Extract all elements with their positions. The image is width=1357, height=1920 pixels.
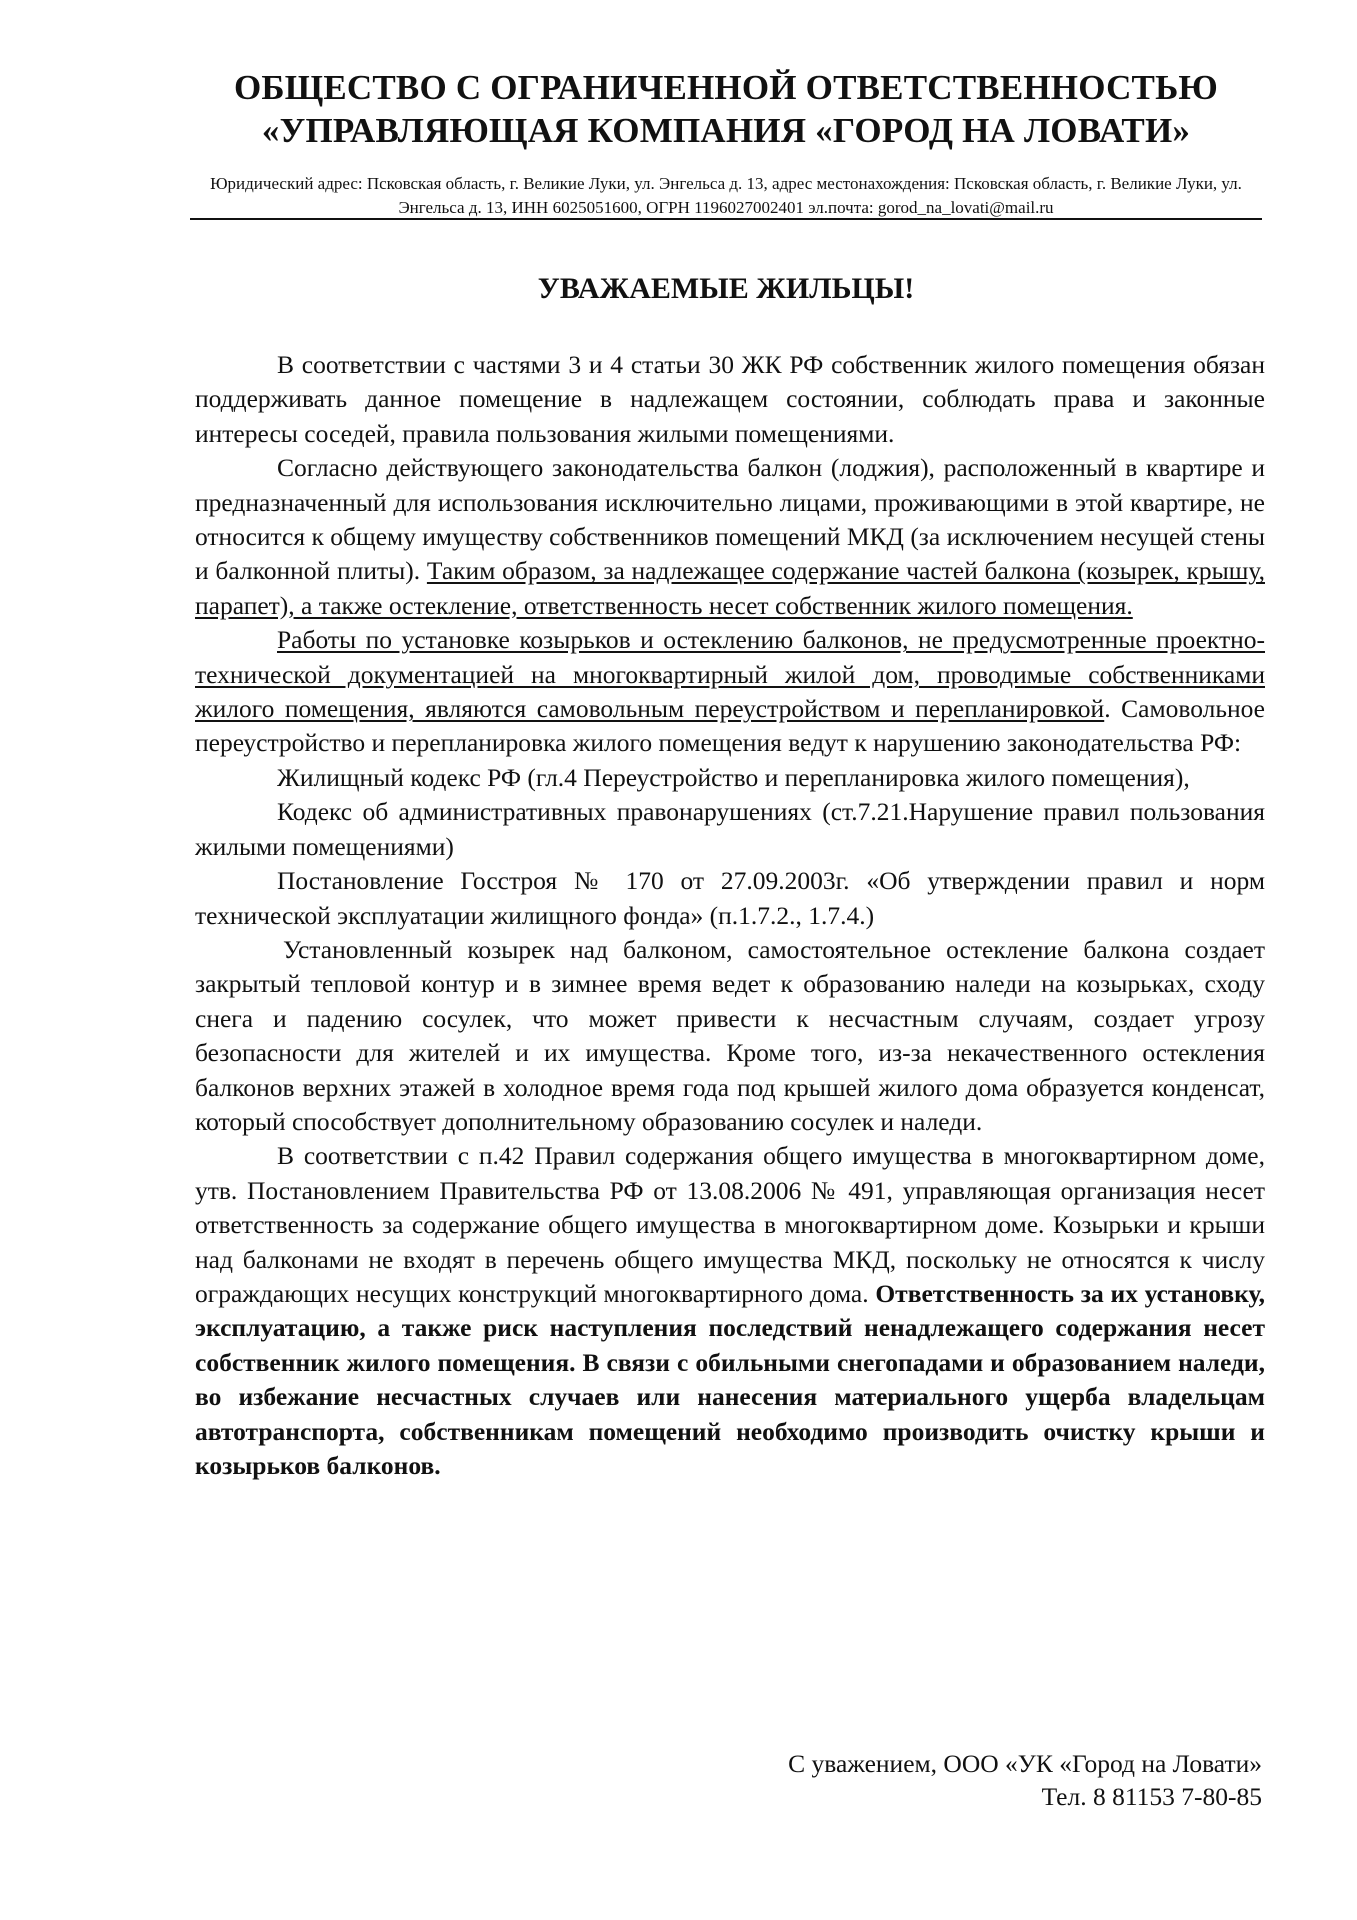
paragraph-3 [195, 623, 1265, 761]
paragraph-2-underlined: Таким образом, за надлежащее содержание частей балкона (козырек, крышу, парапет), а также остекление, ответственность несет собственник жилого помещения. [195, 556, 1265, 620]
paragraph-3-text: . Самовольное переустройство и перепланировка жилого помещения ведут к нарушению законодательства РФ: [195, 694, 1266, 758]
paragraph-3-underlined: Работы по установке козырьков и остеклению балконов, не предусмотренные проектно-технической документацией на многоквартирный жилой дом, проводимые собственниками жилого помещения, являются самовольным переустройством и перепланировкой [195, 625, 1265, 724]
header-divider [190, 218, 1262, 220]
paragraph-2 [195, 451, 1265, 623]
org-address: Юридический адрес: Псковская область, г. Великие Луки, ул. Энгельса д. 13, адрес местонахождения: Псковская область, г. Великие Луки, ул. Энгельса д. 13, ИНН 6025051600, ОГРН 1196027002401 эл.почта: gorod_na_lovati@mail.ru [210, 174, 1242, 217]
paragraph-8-bold: Ответственность за их установку, эксплуатацию, а также риск наступления последствий ненадлежащего содержания несет собственник жилого помещения. В связи с обильными снегопадами и образованием наледи, во избежание несчастных случаев или нанесения материального ущерба владельцам автотранспорта, собственникам помещений необходимо производить очистку крыши и козырьков балконов. [195, 1278, 1265, 1480]
phone-line: Тел. 8 81153 7-80-85 [1041, 1782, 1262, 1811]
signature-block [788, 1747, 1262, 1813]
paragraph-7: Установленный козырек над балконом, самостоятельное остекление балкона создает закрытый тепловой контур и в зимнее время ведет к образованию наледи на козырьках, сходу снега и падению сосулек, что может привести к несчастным случаям, создает угрозу безопасности для жителей и их имущества. Кроме того, из-за некачественного остекления балконов верхних этажей в холодное время года под крышей жилого дома образуется конденсат, который способствует дополнительному образованию сосулек и наледи. [195, 934, 1265, 1136]
org-name-line2: «УПРАВЛЯЮЩАЯ КОМПАНИЯ «ГОРОД НА ЛОВАТИ» [261, 111, 1191, 150]
page-title: УВАЖАЕМЫЕ ЖИЛЬЦЫ! [537, 272, 915, 305]
paragraph-5: Кодекс об административных правонарушениях (ст.7.21.Нарушение правил пользования жилыми помещениями) [195, 797, 1265, 861]
signature-line: С уважением, ООО «УК «Город на Ловати» [788, 1749, 1262, 1778]
org-name-line1: ОБЩЕСТВО С ОГРАНИЧЕННОЙ ОТВЕТСТВЕННОСТЬЮ [233, 68, 1219, 107]
paragraph-1: В соответствии с частями 3 и 4 статьи 30 ЖК РФ собственник жилого помещения обязан поддерживать данное помещение в надлежащем состоянии, соблюдать права и законные интересы соседей, правила пользования жилыми помещениями. [195, 350, 1265, 448]
paragraph-6: Постановление Госстроя № 170 от 27.09.2003г. «Об утверждении правил и норм технической эксплуатации жилищного фонда» (п.1.7.2., 1.7.4.) [195, 866, 1265, 930]
paragraph-8-text: В соответствии с п.42 Правил содержания общего имущества в многоквартирном доме, утв. Постановлением Правительства РФ от 13.08.2006 № 491, управляющая организация несет ответственность за содержание общего имущества в многоквартирном доме. Козырьки и крыши над балконами не входят в перечень общего имущества МКД, поскольку не относятся к числу ограждающих несущих конструкций многоквартирного дома. [195, 1141, 1265, 1308]
letterhead [190, 66, 1262, 220]
paragraph-2-text: Согласно действующего законодательства балкон (лоджия), расположенный в квартире и предназначенный для использования исключительно лицами, проживающими в этой квартире, не относится к общему имуществу собственников помещений МКД (за исключением несущей стены и балконной плиты). [195, 453, 1265, 586]
paragraph-8 [195, 1139, 1265, 1483]
paragraph-4: Жилищный кодекс РФ (гл.4 Переустройство и перепланировка жилого помещения), [277, 762, 1190, 792]
letter-body [195, 348, 1265, 1483]
